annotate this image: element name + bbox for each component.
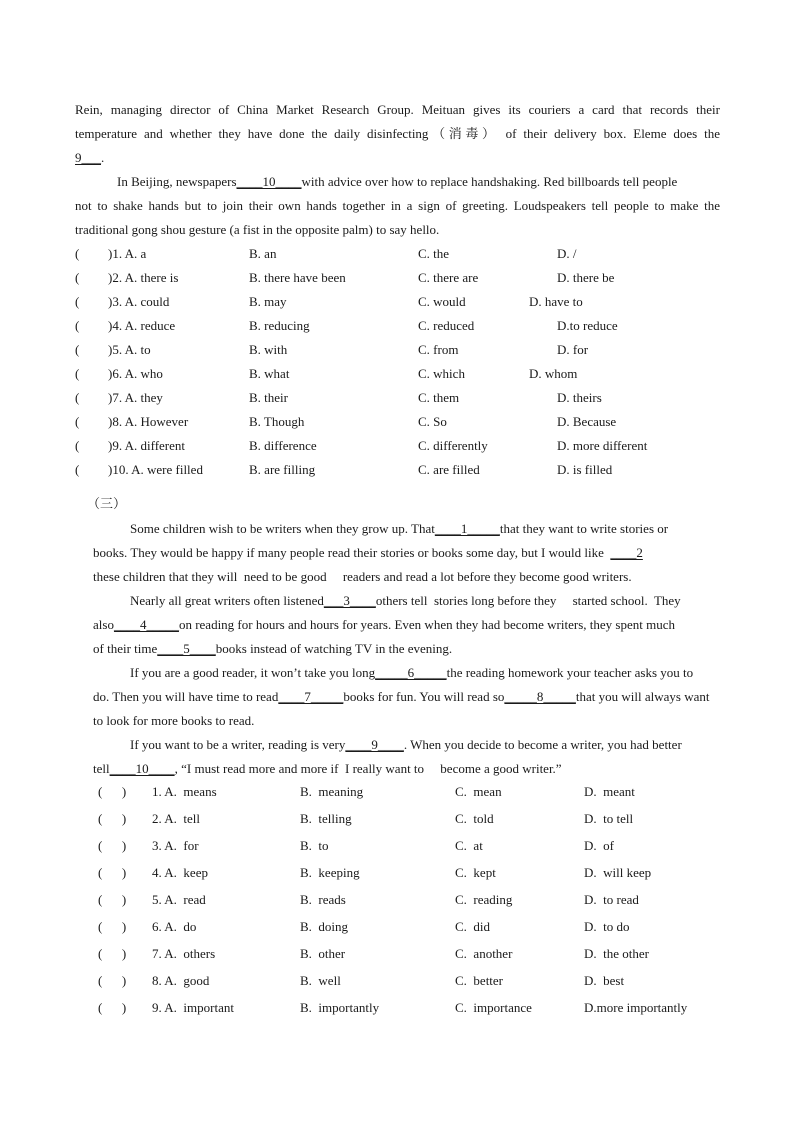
option-d: D. to read [584,892,639,907]
option-c: C. better [455,973,504,988]
option-b: B. their [249,390,288,405]
option-d: D. Because [557,414,617,429]
passage-line: to look for more books to read. [93,713,255,728]
question-row [0,838,794,854]
passage-line: 9___. [75,150,105,165]
answer-blank[interactable]: ( [75,270,80,285]
option-a: )5. A. to [108,342,151,357]
option-c: C. at [455,838,483,853]
blank-9: 9___ [75,150,101,165]
answer-blank[interactable]: ( [75,294,80,309]
question-row [0,462,794,478]
answer-blank[interactable]: ( [75,342,80,357]
question-row [0,946,794,962]
option-a: )10. A. were filled [108,462,203,477]
answer-blank[interactable]: ( ) [98,973,127,988]
passage-line: Some children wish to be writers when they grow up. That____1_____that they want to write stories or [130,521,669,536]
option-b: B. an [249,246,277,261]
question-row [0,784,794,800]
option-c: C. did [455,919,491,934]
option-a: )3. A. could [108,294,170,309]
section-heading: （三） [87,496,127,511]
passage-line: books. They would be happy if many people read their stories or books some day, but I would like ____2 [93,545,643,560]
question-row [0,342,794,358]
option-a: 7. A. others [152,946,216,961]
answer-blank[interactable]: ( [75,318,80,333]
option-c: C. there are [418,270,479,285]
option-b: B. may [249,294,287,309]
option-c: C. are filled [418,462,480,477]
question-row [0,414,794,430]
answer-blank[interactable]: ( ) [98,892,127,907]
answer-blank[interactable]: ( ) [98,946,127,961]
option-d: D. will keep [584,865,652,880]
question-row [0,973,794,989]
option-c: C. So [418,414,447,429]
passage-line: of their time____5____books instead of watching TV in the evening. [93,641,453,656]
passage-line: In Beijing, newspapers____10____with advice over how to replace handshaking. Red billboards tell people [117,174,678,189]
question-row [0,294,794,310]
option-d: D. theirs [557,390,602,405]
option-d: D. whom [529,366,578,381]
blank-7: ____7_____ [278,689,344,704]
option-d: D. the other [584,946,649,961]
answer-blank[interactable]: ( ) [98,811,127,826]
option-a: 2. A. tell [152,811,201,826]
option-a: 8. A. good [152,973,210,988]
option-b: B. there have been [249,270,346,285]
option-b: B. Though [249,414,305,429]
question-row [0,892,794,908]
option-a: 5. A. read [152,892,206,907]
option-c: C. kept [455,865,496,880]
blank-9: ____9____ [345,737,404,752]
blank-2: ____2 [610,545,643,560]
passage-line: Nearly all great writers often listened___3____others tell stories long before they started school. They [130,593,681,608]
answer-blank[interactable]: ( ) [98,919,127,934]
blank-1: ____1_____ [434,521,500,536]
option-c: C. the [418,246,450,261]
option-d: D. of [584,838,614,853]
blank-5: ____5____ [157,641,216,656]
question-row [0,919,794,935]
passage-line: Rein, managing director of China Market Research Group. Meituan gives its couriers a card that records their [75,102,720,117]
option-a: )4. A. reduce [108,318,176,333]
option-b: B. difference [249,438,317,453]
option-d: D. have to [529,294,583,309]
option-d: D. to do [584,919,630,934]
option-b: B. to [300,838,329,853]
question-row [0,246,794,262]
answer-blank[interactable]: ( ) [98,838,127,853]
answer-blank[interactable]: ( ) [98,784,127,799]
option-c: C. differently [418,438,488,453]
option-b: B. what [249,366,290,381]
option-a: )8. A. However [108,414,189,429]
passage-line: If you want to be a writer, reading is very____9____. When you decide to become a writer, you had better [130,737,682,752]
option-c: C. mean [455,784,502,799]
option-b: B. meaning [300,784,364,799]
option-b: B. other [300,946,346,961]
option-a: 9. A. important [152,1000,234,1015]
option-a: )1. A. a [108,246,147,261]
option-c: C. them [418,390,460,405]
answer-blank[interactable]: ( ) [98,865,127,880]
answer-blank[interactable]: ( [75,414,80,429]
option-b: B. doing [300,919,349,934]
option-d: D. more different [557,438,648,453]
option-d: D. meant [584,784,635,799]
option-b: B. reducing [249,318,310,333]
question-row [0,811,794,827]
passage-line: temperature and whether they have done the daily disinfecting（消毒） of their delivery box. Eleme does the [75,126,720,141]
question-row [0,318,794,334]
blank-10: ____10____ [236,174,302,189]
option-a: )7. A. they [108,390,163,405]
option-a: 6. A. do [152,919,197,934]
option-a: )2. A. there is [108,270,179,285]
option-d: D. best [584,973,625,988]
option-c: C. importance [455,1000,532,1015]
option-b: B. importantly [300,1000,380,1015]
passage-line: tell____10____, “I must read more and more if I really want to become a good writer.” [93,761,562,776]
option-c: C. which [418,366,465,381]
blank-4: ____4_____ [113,617,179,632]
passage-line: these children that they will need to be good readers and read a lot before they become good writers. [93,569,632,584]
passage-line: traditional gong shou gesture (a fist in the opposite palm) to say hello. [75,222,440,237]
blank-6: _____6_____ [375,665,447,680]
option-d: D. there be [557,270,615,285]
answer-blank[interactable]: ( [75,366,80,381]
answer-blank[interactable]: ( [75,438,80,453]
question-row [0,270,794,286]
question-row [0,1000,794,1016]
answer-blank[interactable]: ( [75,246,80,261]
option-d: D. / [557,246,577,261]
option-a: 1. A. means [152,784,217,799]
option-c: C. would [418,294,466,309]
option-a: 4. A. keep [152,865,208,880]
answer-blank[interactable]: ( [75,462,80,477]
option-a: )6. A. who [108,366,163,381]
option-c: C. told [455,811,494,826]
blank-8: _____8_____ [504,689,576,704]
option-c: C. reading [455,892,513,907]
answer-blank[interactable]: ( [75,390,80,405]
passage-line: not to shake hands but to join their own hands together in a sign of greeting. Loudspeakers tell people to make the [75,198,720,213]
question-row [0,366,794,382]
option-d: D. to tell [584,811,634,826]
option-a: )9. A. different [108,438,186,453]
option-b: B. telling [300,811,352,826]
option-b: B. keeping [300,865,360,880]
passage-line: If you are a good reader, it won’t take you long_____6_____the reading homework your teacher asks you to [130,665,694,680]
option-b: B. with [249,342,288,357]
option-d: D.more importantly [584,1000,688,1015]
passage-line: do. Then you will have time to read____7_____books for fun. You will read so_____8_____that you will always want [93,689,710,704]
question-row [0,390,794,406]
option-c: C. another [455,946,513,961]
question-row [0,438,794,454]
option-a: 3. A. for [152,838,199,853]
option-b: B. reads [300,892,346,907]
question-row [0,865,794,881]
option-d: D. for [557,342,589,357]
option-b: B. well [300,973,341,988]
answer-blank[interactable]: ( ) [98,1000,127,1015]
option-d: D.to reduce [557,318,618,333]
option-c: C. reduced [418,318,475,333]
option-d: D. is filled [557,462,613,477]
option-b: B. are filling [249,462,316,477]
option-c: C. from [418,342,459,357]
passage-line: also____4_____on reading for hours and hours for years. Even when they had become writers, they spent much [93,617,675,632]
blank-10: ____10____ [109,761,175,776]
blank-3: ___3____ [323,593,376,608]
